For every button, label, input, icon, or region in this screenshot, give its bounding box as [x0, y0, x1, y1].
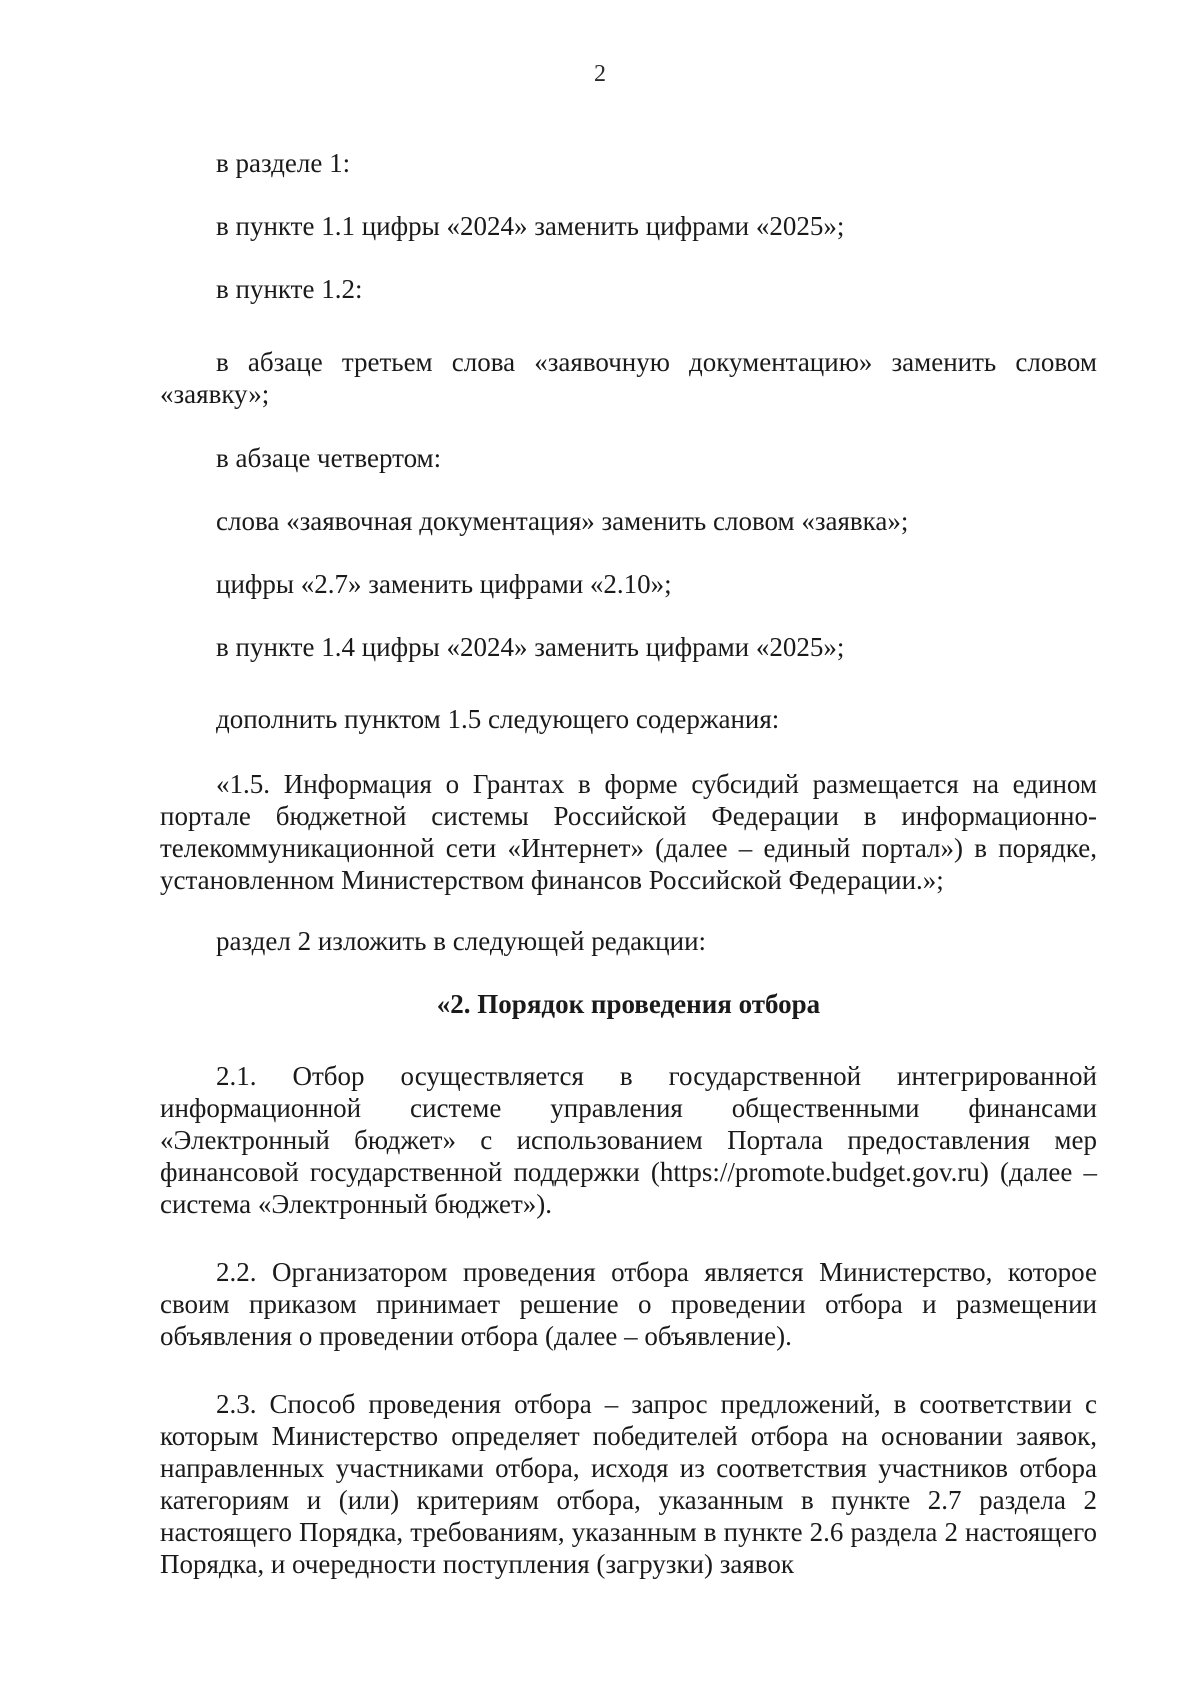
paragraph-words-replace: слова «заявочная документация» заменить словом «заявка»; — [216, 506, 909, 536]
paragraph-item-1-1: в пункте 1.1 цифры «2024» заменить цифрами «2025»; — [216, 211, 845, 241]
paragraph-item-1-4: в пункте 1.4 цифры «2024» заменить цифрами «2025»; — [216, 632, 845, 662]
paragraph-third-abzac: в абзаце третьем слова «заявочную документацию» заменить словом «заявку»; — [160, 347, 1097, 409]
paragraph-2-1: 2.1. Отбор осуществляется в государственной интегрированной информационной системе управления общественными финансами «Электронный бюджет» с использованием Портала предоставления мер финансовой государственной поддержки (https://promote.budget.gov.ru) (далее – система «Электронный бюджет»). — [160, 1061, 1097, 1219]
paragraph-section-2-intro: раздел 2 изложить в следующей редакции: — [216, 926, 707, 956]
paragraph-digits-replace: цифры «2.7» заменить цифрами «2.10»; — [216, 569, 672, 599]
paragraph-item-1-5-text: «1.5. Информация о Грантах в форме субсидий размещается на едином портале бюджетной системы Российской Федерации в информационно-телекоммуникационной сети «Интернет» (далее – единый портал») в порядке, установленном Министерством финансов Российской Федерации.»; — [160, 769, 1097, 895]
page-number: 2 — [594, 61, 606, 87]
paragraph-item-1-2: в пункте 1.2: — [216, 274, 363, 304]
paragraph-section-1: в разделе 1: — [216, 148, 351, 178]
paragraph-2-3: 2.3. Способ проведения отбора – запрос предложений, в соответствии с которым Министерство определяет победителей отбора на основании заявок, направленных участниками отбора, исходя из соответствия участников отбора категориям и (или) критериям отбора, указанным в пункте 2.7 раздела 2 настоящего Порядка, требованиям, указанным в пункте 2.6 раздела 2 настоящего Порядка, и очередности поступления (загрузки) заявок — [160, 1389, 1097, 1579]
paragraph-2-2: 2.2. Организатором проведения отбора является Министерство, которое своим приказом принимает решение о проведении отбора и размещении объявления о проведении отбора (далее – объявление). — [160, 1257, 1097, 1351]
section-heading: «2. Порядок проведения отбора — [436, 989, 821, 1019]
paragraph-add-item-1-5: дополнить пунктом 1.5 следующего содержания: — [216, 704, 780, 734]
paragraph-fourth-abzac: в абзаце четвертом: — [216, 443, 442, 473]
